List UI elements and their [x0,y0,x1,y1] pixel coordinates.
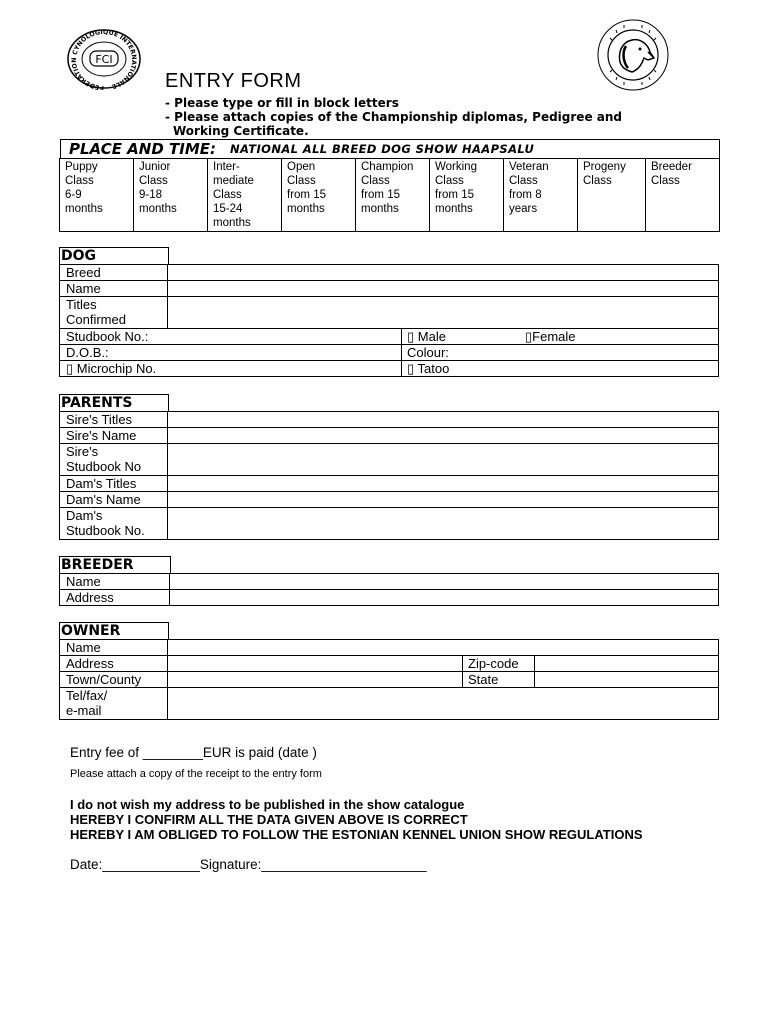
place-and-time [60,139,720,159]
dog-titles-row[interactable] [59,296,719,328]
female-checkbox[interactable]: ▯Female [525,329,576,344]
dam-studbook-row[interactable] [59,507,719,540]
parents-heading: PARENTS [59,394,169,411]
instruction-type: - Please type or fill in block letters [165,96,399,110]
tatoo-checkbox[interactable]: ▯ Tatoo [407,361,450,376]
breeder-address-label: Address [66,590,114,605]
breeder-heading: BREEDER [59,556,171,573]
dog-heading: DOG [59,247,169,264]
dam-name-label: Dam's Name [66,492,141,507]
fci-logo-ring-text: FEDERATION CYNOLOGIQUE INTERNATIONALE [71,28,138,90]
sire-studbook-row[interactable] [59,443,719,475]
fci-logo-center: FCI [95,53,113,66]
colour-label: Colour: [407,345,449,360]
class-cell-progeny[interactable]: Progeny Class [578,159,646,232]
sire-studbook-label: Sire's Studbook No [66,444,142,474]
dam-titles-row[interactable] [59,475,719,491]
owner-address-label: Address [66,656,114,671]
class-cell-veteran[interactable]: Veteran Class from 8 years [504,159,578,232]
instruction-attach: - Please attach copies of the Championship diplomas, Pedigree and [165,110,622,124]
class-cell-intermediate[interactable]: Inter- mediate Class 15-24 months [208,159,282,232]
date-signature-line[interactable]: Date:_____________Signature:______________________ [70,857,427,872]
class-cell-open[interactable]: Open Class from 15 months [282,159,356,232]
dog-dob-row[interactable] [59,344,719,360]
name-label: Name [66,281,101,296]
male-checkbox[interactable]: ▯ Male [407,329,446,344]
class-cell-working[interactable]: Working Class from 15 months [430,159,504,232]
entry-fee-line: Entry fee of ________EUR is paid (date ) [70,745,317,760]
dog-id-row[interactable] [59,360,719,377]
breeder-address-row[interactable] [59,589,719,606]
sire-titles-label: Sire's Titles [66,412,133,427]
dob-label: D.O.B.: [66,345,109,360]
owner-town-row[interactable] [59,671,719,687]
form-title: ENTRY FORM [165,70,302,92]
zip-label: Zip-code [468,656,519,671]
place-value: NATIONAL ALL BREED DOG SHOW HAAPSALU [230,142,535,156]
receipt-note: Please attach a copy of the receipt to the entry form [70,768,322,780]
instruction-certificate: Working Certificate. [173,124,309,138]
class-cell-junior[interactable]: Junior Class 9-18 months [134,159,208,232]
studbook-label: Studbook No.: [66,329,149,344]
sire-name-row[interactable] [59,427,719,443]
fci-logo [66,28,142,90]
class-cell-champion[interactable]: Champion Class from 15 months [356,159,430,232]
microchip-checkbox[interactable]: ▯ Microchip No. [66,361,157,376]
owner-name-row[interactable] [59,639,719,655]
dam-titles-label: Dam's Titles [66,476,137,491]
breeder-name-row[interactable] [59,573,719,589]
owner-name-label: Name [66,640,101,655]
class-cell-breeder[interactable]: Breeder Class [646,159,720,232]
titles-label: Titles Confirmed [66,297,126,327]
contact-label: Tel/fax/ e-mail [66,688,108,718]
no-publish-statement: I do not wish my address to be published in the show catalogue [70,797,465,812]
breed-label: Breed [66,265,101,280]
dam-studbook-label: Dam's Studbook No. [66,508,145,538]
obliged-statement: HEREBY I AM OBLIGED TO FOLLOW THE ESTONIAN KENNEL UNION SHOW REGULATIONS [70,827,643,842]
class-row [60,159,720,232]
kennel-union-logo [596,18,670,92]
place-label: PLACE AND TIME: [69,140,216,158]
instructions [165,96,725,138]
owner-heading: OWNER [59,622,169,639]
owner-address-row[interactable] [59,655,719,671]
owner-contact-row[interactable] [59,687,719,720]
confirm-statement: HEREBY I CONFIRM ALL THE DATA GIVEN ABOVE IS CORRECT [70,812,468,827]
state-label: State [468,672,499,687]
breeder-name-label: Name [66,574,101,589]
sire-name-label: Sire's Name [66,428,137,443]
class-table [59,158,720,232]
dog-name-row[interactable] [59,280,719,296]
class-cell-puppy[interactable]: Puppy Class 6-9 months [60,159,134,232]
dog-breed-row[interactable] [59,264,719,280]
dam-name-row[interactable] [59,491,719,507]
dog-studbook-row[interactable] [59,328,719,344]
sire-titles-row[interactable] [59,411,719,427]
town-label: Town/County [66,672,142,687]
